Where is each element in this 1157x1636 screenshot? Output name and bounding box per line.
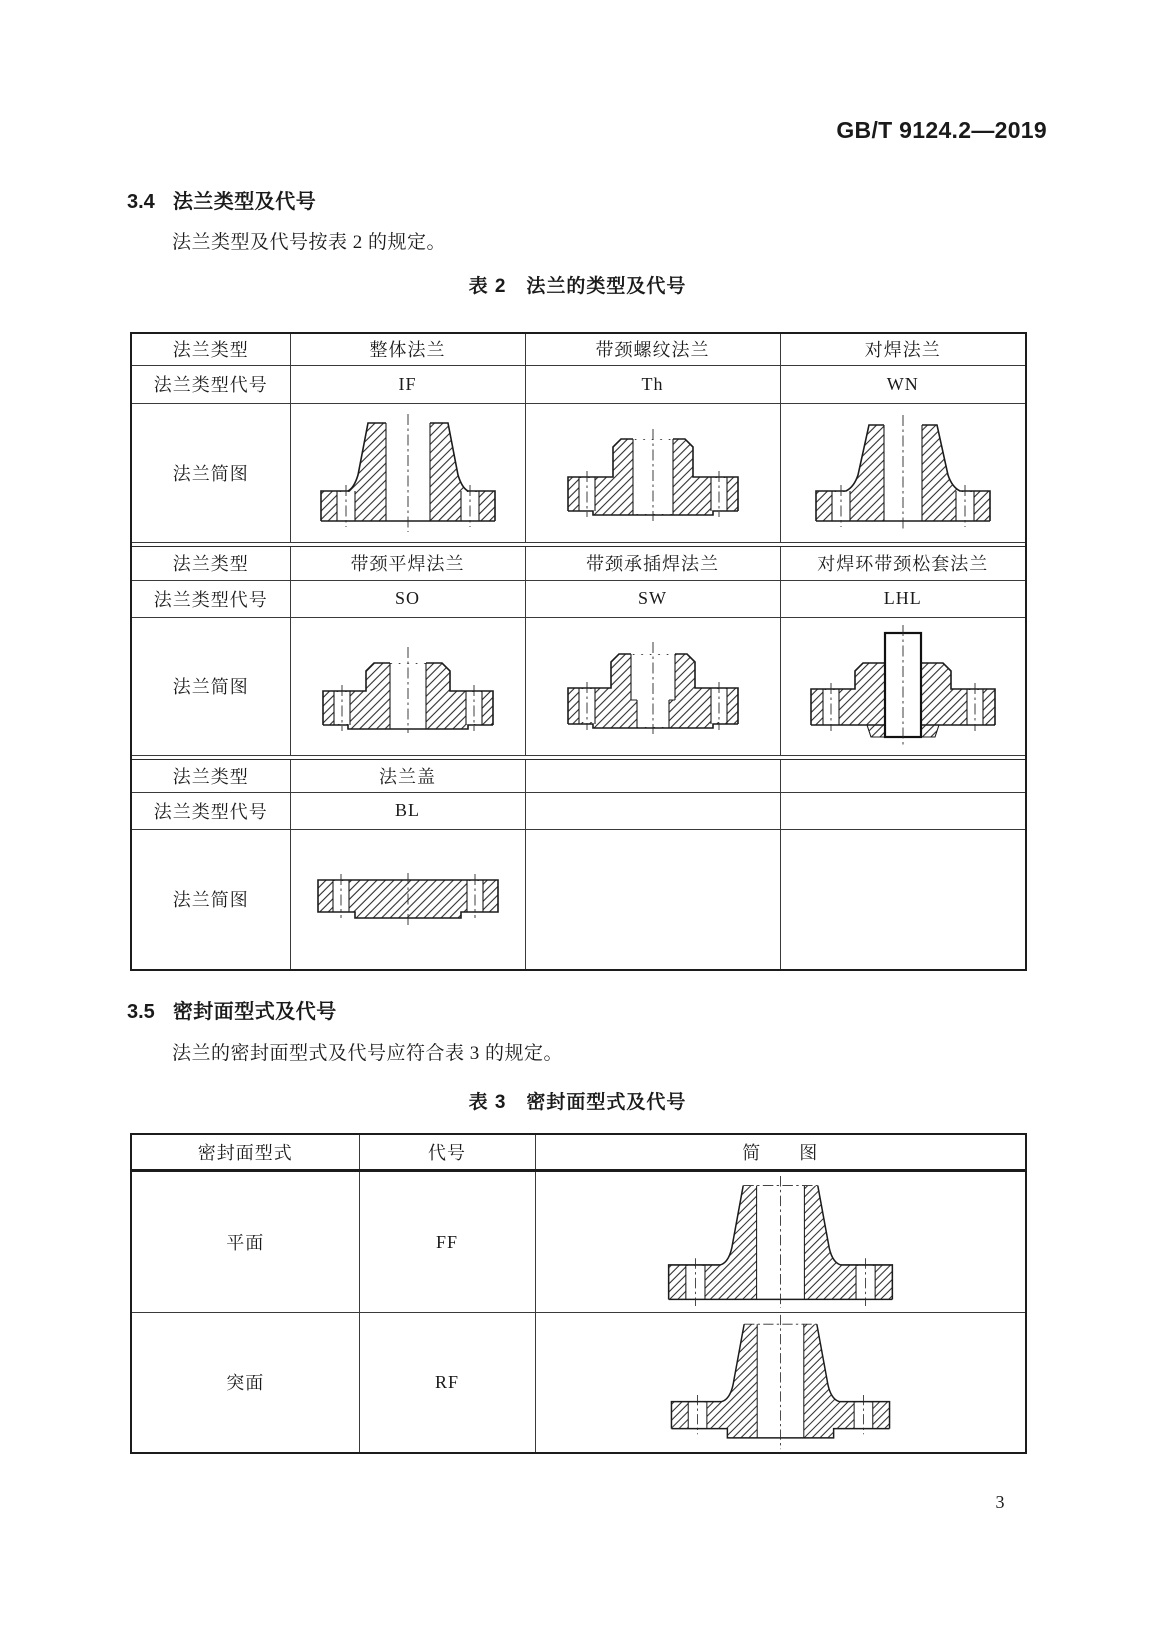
sealing-face-table [130, 1133, 1027, 1454]
code-cell [780, 792, 1026, 829]
row-label-cell: 法兰类型 [131, 546, 290, 580]
diagram-cell [290, 829, 525, 970]
type-cell [780, 759, 1026, 792]
diagram-cell [290, 403, 525, 542]
table-3-caption: 表 3 密封面型式及代号 [468, 1092, 687, 1113]
diagram-cell [780, 617, 1026, 755]
diagram-cell [525, 403, 780, 542]
th-threaded-flange-diagram [563, 423, 743, 523]
type-cell: 带颈承插焊法兰 [525, 546, 780, 580]
code-cell: Th [525, 365, 780, 403]
code-cell: IF [290, 365, 525, 403]
table-row [131, 829, 1026, 970]
section-3-4-number: 3.4 [127, 191, 155, 213]
type-cell: 对焊法兰 [780, 333, 1026, 365]
table-row [131, 1313, 1026, 1453]
section-3-4-title: 法兰类型及代号 [172, 191, 317, 213]
bl-blind-flange-diagram [313, 872, 503, 926]
type-cell: 整体法兰 [290, 333, 525, 365]
face-type-cell: 突面 [131, 1313, 359, 1453]
section-3-5-title: 密封面型式及代号 [172, 1001, 337, 1023]
column-header-cell: 简 图 [535, 1134, 1026, 1171]
section-3-4-paragraph: 法兰类型及代号按表 2 的规定。 [172, 232, 447, 253]
wn-weld-neck-flange-diagram [808, 413, 998, 533]
table-row [131, 333, 1026, 365]
ff-flat-face-flange-diagram [661, 1174, 900, 1310]
standard-number-header: GB/T 9124.2—2019 [836, 117, 1047, 143]
code-cell: SW [525, 580, 780, 617]
code-cell: SO [290, 580, 525, 617]
flange-type-table [130, 332, 1027, 971]
type-cell: 对焊环带颈松套法兰 [780, 546, 1026, 580]
row-label-cell: 法兰简图 [131, 617, 290, 755]
code-cell: LHL [780, 580, 1026, 617]
lhl-loose-flange-diagram [803, 623, 1003, 749]
diagram-cell [525, 829, 780, 970]
table-row [131, 759, 1026, 792]
so-slip-on-flange-diagram [318, 639, 498, 733]
diagram-cell [290, 617, 525, 755]
table-row [131, 403, 1026, 542]
section-3-5-number: 3.5 [127, 1001, 155, 1023]
row-label-cell: 法兰类型代号 [131, 792, 290, 829]
sw-socket-weld-flange-diagram [563, 636, 743, 736]
row-label-cell: 法兰简图 [131, 829, 290, 970]
row-label-cell: 法兰类型代号 [131, 580, 290, 617]
face-type-cell: 平面 [131, 1171, 359, 1313]
type-cell [525, 759, 780, 792]
type-cell: 法兰盖 [290, 759, 525, 792]
code-cell: WN [780, 365, 1026, 403]
row-label-cell: 法兰类型 [131, 333, 290, 365]
diagram-cell [780, 403, 1026, 542]
row-label-cell: 法兰类型 [131, 759, 290, 792]
diagram-cell [525, 617, 780, 755]
rf-raised-face-flange-diagram [664, 1313, 897, 1451]
table-row [131, 1171, 1026, 1313]
section-3-5-paragraph: 法兰的密封面型式及代号应符合表 3 的规定。 [172, 1043, 564, 1064]
diagram-cell [535, 1313, 1026, 1453]
if-integral-flange-diagram [313, 413, 503, 533]
table-row [131, 546, 1026, 580]
row-label-cell: 法兰简图 [131, 403, 290, 542]
table-row [131, 580, 1026, 617]
table-row [131, 792, 1026, 829]
table-2-caption: 表 2 法兰的类型及代号 [468, 276, 687, 297]
section-3-4-heading [127, 185, 316, 214]
code-cell: BL [290, 792, 525, 829]
code-cell: FF [359, 1171, 535, 1313]
code-cell: RF [359, 1313, 535, 1453]
column-header-cell: 代号 [359, 1134, 535, 1171]
type-cell: 带颈平焊法兰 [290, 546, 525, 580]
type-cell: 带颈螺纹法兰 [525, 333, 780, 365]
table-header-row [131, 1134, 1026, 1171]
table-row [131, 617, 1026, 755]
row-label-cell: 法兰类型代号 [131, 365, 290, 403]
code-cell [525, 792, 780, 829]
table-row [131, 365, 1026, 403]
page-number: 3 [995, 1492, 1005, 1512]
diagram-cell [535, 1171, 1026, 1313]
diagram-cell [780, 829, 1026, 970]
section-3-5-heading [127, 995, 337, 1024]
column-header-cell: 密封面型式 [131, 1134, 359, 1171]
